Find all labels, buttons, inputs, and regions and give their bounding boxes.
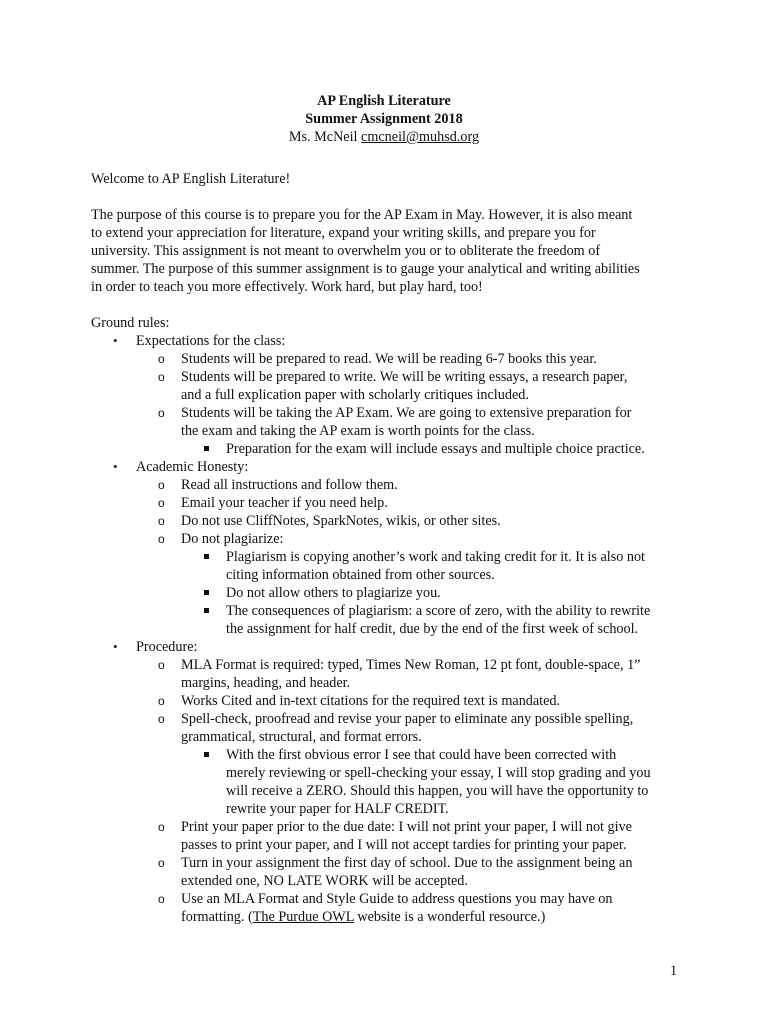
text-fragment: website is a wonderful resource.) bbox=[353, 909, 546, 925]
circle-bullet-icon: o bbox=[158, 406, 165, 420]
circle-bullet-icon: o bbox=[158, 352, 165, 366]
list-item-text: Students will be prepared to read. We will be reading 6-7 books this year. bbox=[181, 351, 597, 367]
square-bullet-icon bbox=[204, 608, 209, 613]
sub-item-text: Do not allow others to plagiarize you. bbox=[226, 585, 441, 601]
circle-bullet-icon: o bbox=[158, 820, 165, 834]
list-item-text: and a full explication paper with scholarly critiques included. bbox=[181, 387, 529, 403]
square-bullet-icon bbox=[204, 446, 209, 451]
purdue-owl-link[interactable]: The Purdue OWL bbox=[252, 909, 354, 925]
sub-item-text: rewrite your paper for HALF CREDIT. bbox=[226, 801, 449, 817]
circle-bullet-icon: o bbox=[158, 712, 165, 726]
document-header bbox=[0, 92, 768, 146]
list-item-last-line bbox=[181, 908, 545, 926]
list-item-text: grammatical, structural, and format errors. bbox=[181, 729, 422, 745]
document-title: AP English Literature bbox=[317, 93, 451, 109]
document-subtitle: Summer Assignment 2018 bbox=[305, 111, 463, 127]
page-number: 1 bbox=[670, 963, 678, 979]
list-item-text: Read all instructions and follow them. bbox=[181, 477, 398, 493]
sub-item-text: the assignment for half credit, due by the end of the first week of school. bbox=[226, 621, 639, 637]
list-item-text: Spell-check, proofread and revise your paper to eliminate any possible spelling, bbox=[181, 711, 634, 727]
bullet-icon: • bbox=[113, 333, 118, 348]
section-label-procedure: Procedure: bbox=[136, 639, 198, 655]
intro-line: in order to teach you more effectively. Work hard, but play hard, too! bbox=[91, 279, 483, 295]
list-item-text: margins, heading, and header. bbox=[181, 675, 351, 691]
list-item-text: Email your teacher if you need help. bbox=[181, 495, 388, 511]
circle-bullet-icon: o bbox=[158, 856, 165, 870]
circle-bullet-icon: o bbox=[158, 496, 165, 510]
circle-bullet-icon: o bbox=[158, 694, 165, 708]
list-item-text: the exam and taking the AP exam is worth points for the class. bbox=[181, 423, 535, 439]
circle-bullet-icon: o bbox=[158, 478, 165, 492]
list-item-text: Do not plagiarize: bbox=[181, 531, 284, 547]
intro-line: The purpose of this course is to prepare you for the AP Exam in May. However, it is also meant bbox=[91, 207, 633, 223]
sub-item-text: merely reviewing or spell-checking your essay, I will stop grading and you bbox=[226, 765, 651, 781]
teacher-name: Ms. McNeil bbox=[288, 129, 358, 145]
ground-rules-heading: Ground rules: bbox=[91, 315, 170, 331]
teacher-line bbox=[0, 128, 768, 146]
circle-bullet-icon: o bbox=[158, 658, 165, 672]
list-item-text: Print your paper prior to the due date: I will not print your paper, I will not give bbox=[181, 819, 632, 835]
sub-item-text: With the first obvious error I see that could have been corrected with bbox=[226, 747, 617, 763]
intro-line: summer. The purpose of this summer assignment is to gauge your analytical and writing abilities bbox=[91, 261, 640, 277]
intro-paragraph bbox=[91, 206, 691, 296]
circle-bullet-icon: o bbox=[158, 514, 165, 528]
sub-item-text: The consequences of plagiarism: a score of zero, with the ability to rewrite bbox=[226, 603, 651, 619]
list-item-text: Works Cited and in-text citations for the required text is mandated. bbox=[181, 693, 561, 709]
square-bullet-icon bbox=[204, 554, 209, 559]
list-item-text: MLA Format is required: typed, Times New Roman, 12 pt font, double-space, 1” bbox=[181, 657, 641, 673]
circle-bullet-icon: o bbox=[158, 370, 165, 384]
intro-line: to extend your appreciation for literature, expand your writing skills, and prepare you for bbox=[91, 225, 596, 241]
list-item-text: Use an MLA Format and Style Guide to address questions you may have on bbox=[181, 891, 613, 907]
list-item-text: Students will be taking the AP Exam. We are going to extensive preparation for bbox=[181, 405, 632, 421]
welcome-line: Welcome to AP English Literature! bbox=[91, 171, 291, 187]
square-bullet-icon bbox=[204, 752, 209, 757]
list-item-text: Do not use CliffNotes, SparkNotes, wikis, or other sites. bbox=[181, 513, 501, 529]
circle-bullet-icon: o bbox=[158, 532, 165, 546]
text-fragment: formatting. ( bbox=[181, 909, 253, 925]
circle-bullet-icon: o bbox=[158, 892, 165, 906]
section-label-honesty: Academic Honesty: bbox=[136, 459, 249, 475]
teacher-email-link[interactable]: cmcneil@muhsd.org bbox=[361, 129, 480, 145]
sub-item-text: citing information obtained from other sources. bbox=[226, 567, 495, 583]
bullet-icon: • bbox=[113, 639, 118, 654]
list-item-text: Students will be prepared to write. We will be writing essays, a research paper, bbox=[181, 369, 628, 385]
sub-item-text: Preparation for the exam will include essays and multiple choice practice. bbox=[226, 441, 645, 457]
intro-line: university. This assignment is not meant to overwhelm you or to obliterate the freedom of bbox=[91, 243, 601, 259]
sub-item-text: will receive a ZERO. Should this happen, you will have the opportunity to bbox=[226, 783, 649, 799]
list-item-text: extended one, NO LATE WORK will be accepted. bbox=[181, 873, 468, 889]
bullet-icon: • bbox=[113, 459, 118, 474]
section-label-expectations: Expectations for the class: bbox=[136, 333, 286, 349]
square-bullet-icon bbox=[204, 590, 209, 595]
list-item-text: passes to print your paper, and I will not accept tardies for printing your paper. bbox=[181, 837, 627, 853]
sub-item-text: Plagiarism is copying another’s work and taking credit for it. It is also not bbox=[226, 549, 645, 565]
list-item-text: Turn in your assignment the first day of school. Due to the assignment being an bbox=[181, 855, 633, 871]
